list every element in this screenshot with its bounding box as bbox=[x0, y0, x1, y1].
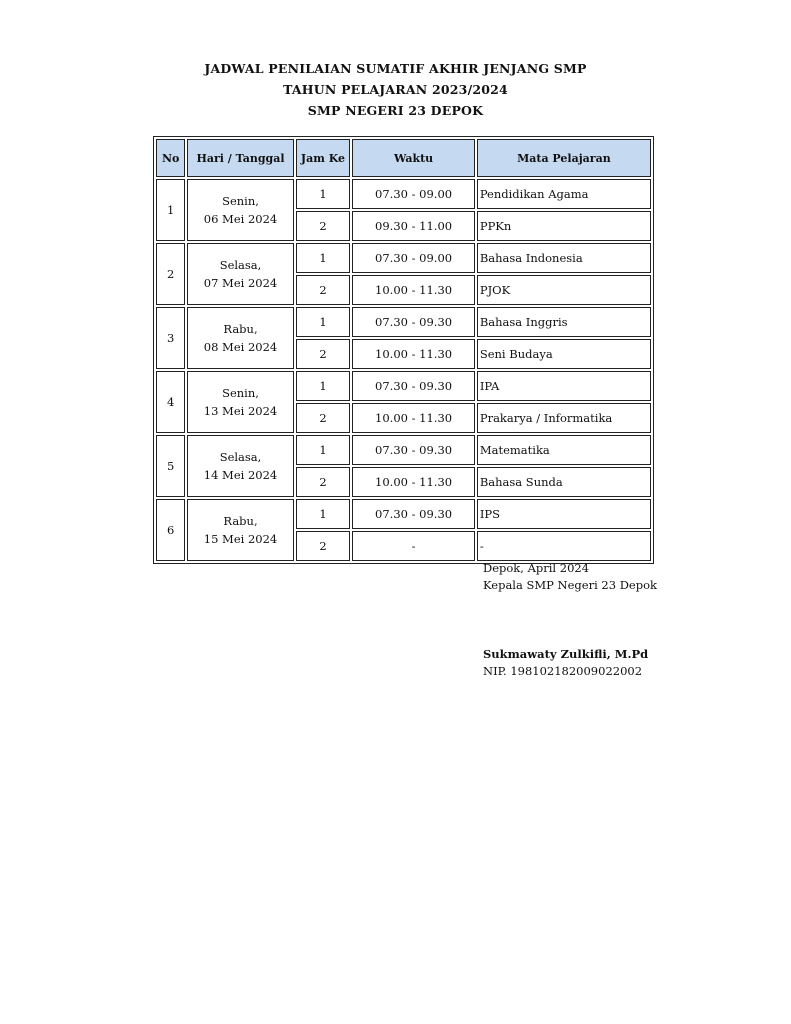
cell-session: 1 bbox=[296, 179, 351, 209]
cell-time: 10.00 - 11.30 bbox=[352, 403, 475, 433]
signature-place-date: Depok, April 2024 bbox=[483, 561, 590, 575]
cell-no: 5 bbox=[156, 435, 185, 497]
cell-session: 2 bbox=[296, 211, 351, 241]
cell-session: 1 bbox=[296, 371, 351, 401]
cell-subject: Prakarya / Informatika bbox=[477, 403, 651, 433]
table-row bbox=[156, 371, 651, 401]
cell-time: 10.00 - 11.30 bbox=[352, 467, 475, 497]
cell-time: 07.30 - 09.00 bbox=[352, 243, 475, 273]
cell-subject: - bbox=[477, 531, 651, 561]
day-date: 06 Mei 2024 bbox=[203, 212, 278, 226]
cell-subject: PPKn bbox=[477, 211, 651, 241]
signatory-nip: NIP. 198102182009022002 bbox=[483, 664, 643, 678]
cell-subject: Bahasa Sunda bbox=[477, 467, 651, 497]
cell-no: 6 bbox=[156, 499, 185, 561]
cell-day-date bbox=[187, 243, 293, 305]
cell-time: 07.30 - 09.30 bbox=[352, 435, 475, 465]
cell-session: 2 bbox=[296, 339, 351, 369]
signature-position: Kepala SMP Negeri 23 Depok bbox=[483, 578, 657, 592]
day-name: Selasa, bbox=[219, 450, 262, 464]
cell-no: 4 bbox=[156, 371, 185, 433]
day-name: Selasa, bbox=[219, 258, 262, 272]
table-row bbox=[156, 243, 651, 273]
cell-time: - bbox=[352, 531, 475, 561]
signatory-name: Sukmawaty Zulkifli, M.Pd bbox=[483, 647, 649, 661]
table-header-row bbox=[156, 139, 651, 177]
cell-session: 1 bbox=[296, 435, 351, 465]
cell-session: 1 bbox=[296, 243, 351, 273]
cell-time: 07.30 - 09.00 bbox=[352, 179, 475, 209]
cell-no: 3 bbox=[156, 307, 185, 369]
day-name: Senin, bbox=[222, 194, 259, 208]
cell-time: 10.00 - 11.30 bbox=[352, 339, 475, 369]
day-date: 13 Mei 2024 bbox=[203, 404, 278, 418]
cell-subject: Matematika bbox=[477, 435, 651, 465]
cell-subject: Bahasa Inggris bbox=[477, 307, 651, 337]
cell-session: 1 bbox=[296, 499, 351, 529]
cell-day-date bbox=[187, 435, 293, 497]
cell-subject: Seni Budaya bbox=[477, 339, 651, 369]
day-name: Rabu, bbox=[223, 514, 258, 528]
cell-time: 07.30 - 09.30 bbox=[352, 307, 475, 337]
cell-subject: IPA bbox=[477, 371, 651, 401]
cell-day-date bbox=[187, 179, 293, 241]
cell-no: 2 bbox=[156, 243, 185, 305]
day-date: 07 Mei 2024 bbox=[203, 276, 278, 290]
day-name: Senin, bbox=[222, 386, 259, 400]
table-body bbox=[156, 179, 651, 561]
cell-session: 2 bbox=[296, 467, 351, 497]
day-name: Rabu, bbox=[223, 322, 258, 336]
day-date: 14 Mei 2024 bbox=[203, 468, 278, 482]
cell-subject: PJOK bbox=[477, 275, 651, 305]
cell-session: 2 bbox=[296, 531, 351, 561]
cell-subject: Bahasa Indonesia bbox=[477, 243, 651, 273]
cell-time: 10.00 - 11.30 bbox=[352, 275, 475, 305]
table-row bbox=[156, 499, 651, 529]
day-date: 15 Mei 2024 bbox=[203, 532, 278, 546]
cell-time: 09.30 - 11.00 bbox=[352, 211, 475, 241]
column-header-session: Jam Ke bbox=[296, 139, 351, 177]
cell-time: 07.30 - 09.30 bbox=[352, 499, 475, 529]
cell-session: 1 bbox=[296, 307, 351, 337]
cell-no: 1 bbox=[156, 179, 185, 241]
school-name: SMP NEGERI 23 DEPOK bbox=[307, 103, 484, 118]
academic-year: TAHUN PELAJARAN 2023/2024 bbox=[283, 82, 508, 97]
table-row bbox=[156, 435, 651, 465]
cell-time: 07.30 - 09.30 bbox=[352, 371, 475, 401]
column-header-time: Waktu bbox=[352, 139, 475, 177]
cell-day-date bbox=[187, 371, 293, 433]
column-header-subject: Mata Pelajaran bbox=[477, 139, 651, 177]
schedule-table bbox=[153, 136, 654, 564]
document-title: JADWAL PENILAIAN SUMATIF AKHIR JENJANG SMP bbox=[204, 61, 587, 76]
day-date: 08 Mei 2024 bbox=[203, 340, 278, 354]
cell-subject: Pendidikan Agama bbox=[477, 179, 651, 209]
cell-subject: IPS bbox=[477, 499, 651, 529]
cell-session: 2 bbox=[296, 403, 351, 433]
column-header-no: No bbox=[156, 139, 185, 177]
cell-day-date bbox=[187, 499, 293, 561]
table-row bbox=[156, 307, 651, 337]
table-row bbox=[156, 179, 651, 209]
cell-session: 2 bbox=[296, 275, 351, 305]
cell-day-date bbox=[187, 307, 293, 369]
column-header-date: Hari / Tanggal bbox=[187, 139, 293, 177]
